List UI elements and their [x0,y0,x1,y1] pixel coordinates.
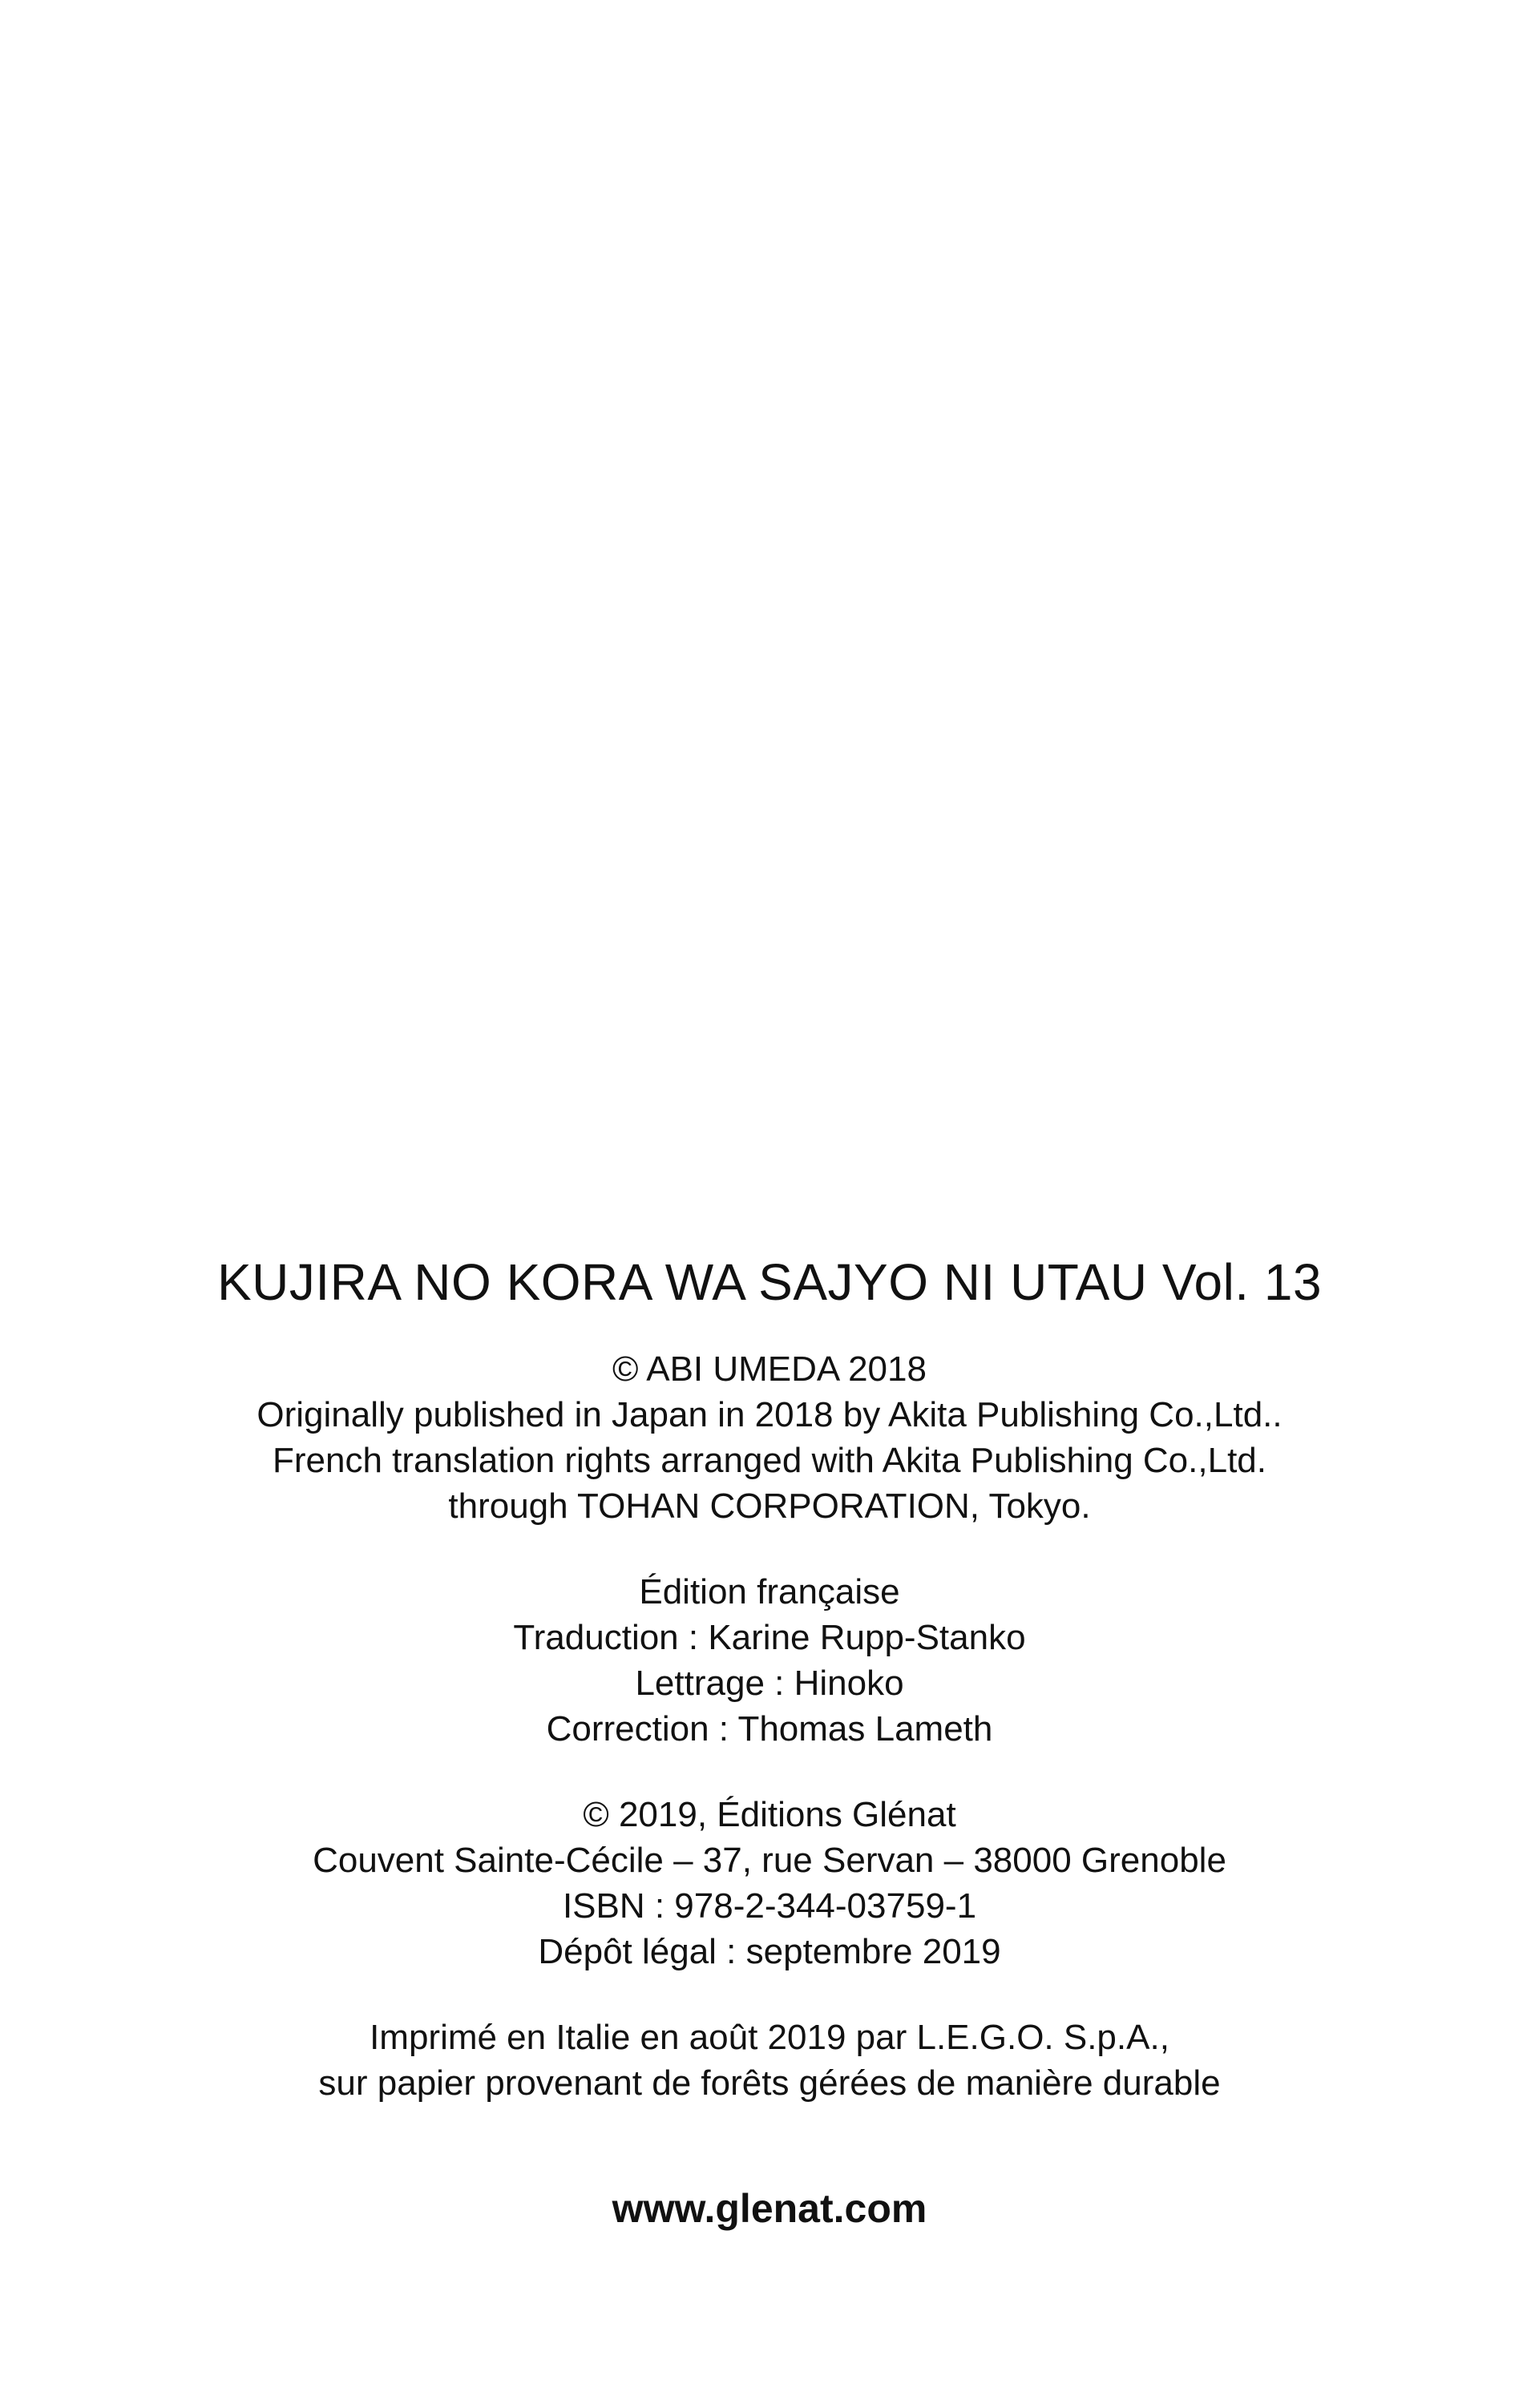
book-title: KUJIRA NO KORA WA SAJYO NI UTAU Vol. 13 [216,1253,1323,1311]
isbn: ISBN : 978-2-344-03759-1 [562,1886,977,1926]
paper-info: sur papier provenant de forêts gérées de manière durable [318,2063,1221,2103]
correction-credit: Correction : Thomas Lameth [546,1709,993,1749]
printer-info: Imprimé en Italie en août 2019 par L.E.G.O. S.p.A., [370,2018,1169,2057]
translation-rights: French translation rights arranged with Akita Publishing Co.,Ltd. [273,1441,1266,1480]
lettering-credit: Lettrage : Hinoko [635,1664,904,1703]
legal-deposit: Dépôt légal : septembre 2019 [538,1932,1001,1971]
colophon [0,1250,1539,2234]
french-edition-block [0,1569,1539,1752]
original-publication: Originally published in Japan in 2018 by Akita Publishing Co.,Ltd.. [256,1395,1282,1434]
translator-credit: Traduction : Karine Rupp-Stanko [513,1618,1026,1657]
edition-heading: Édition française [639,1572,900,1611]
publisher-address: Couvent Sainte-Cécile – 37, rue Servan – 38000 Grenoble [313,1841,1226,1880]
original-rights-block [0,1346,1539,1529]
printing-block [0,2015,1539,2106]
publisher-block [0,1792,1539,1974]
rights-agency: through TOHAN CORPORATION, Tokyo. [448,1486,1091,1526]
copyright-author: © ABI UMEDA 2018 [612,1349,927,1389]
publisher-copyright: © 2019, Éditions Glénat [583,1795,956,1834]
publisher-website: www.glenat.com [612,2186,927,2231]
